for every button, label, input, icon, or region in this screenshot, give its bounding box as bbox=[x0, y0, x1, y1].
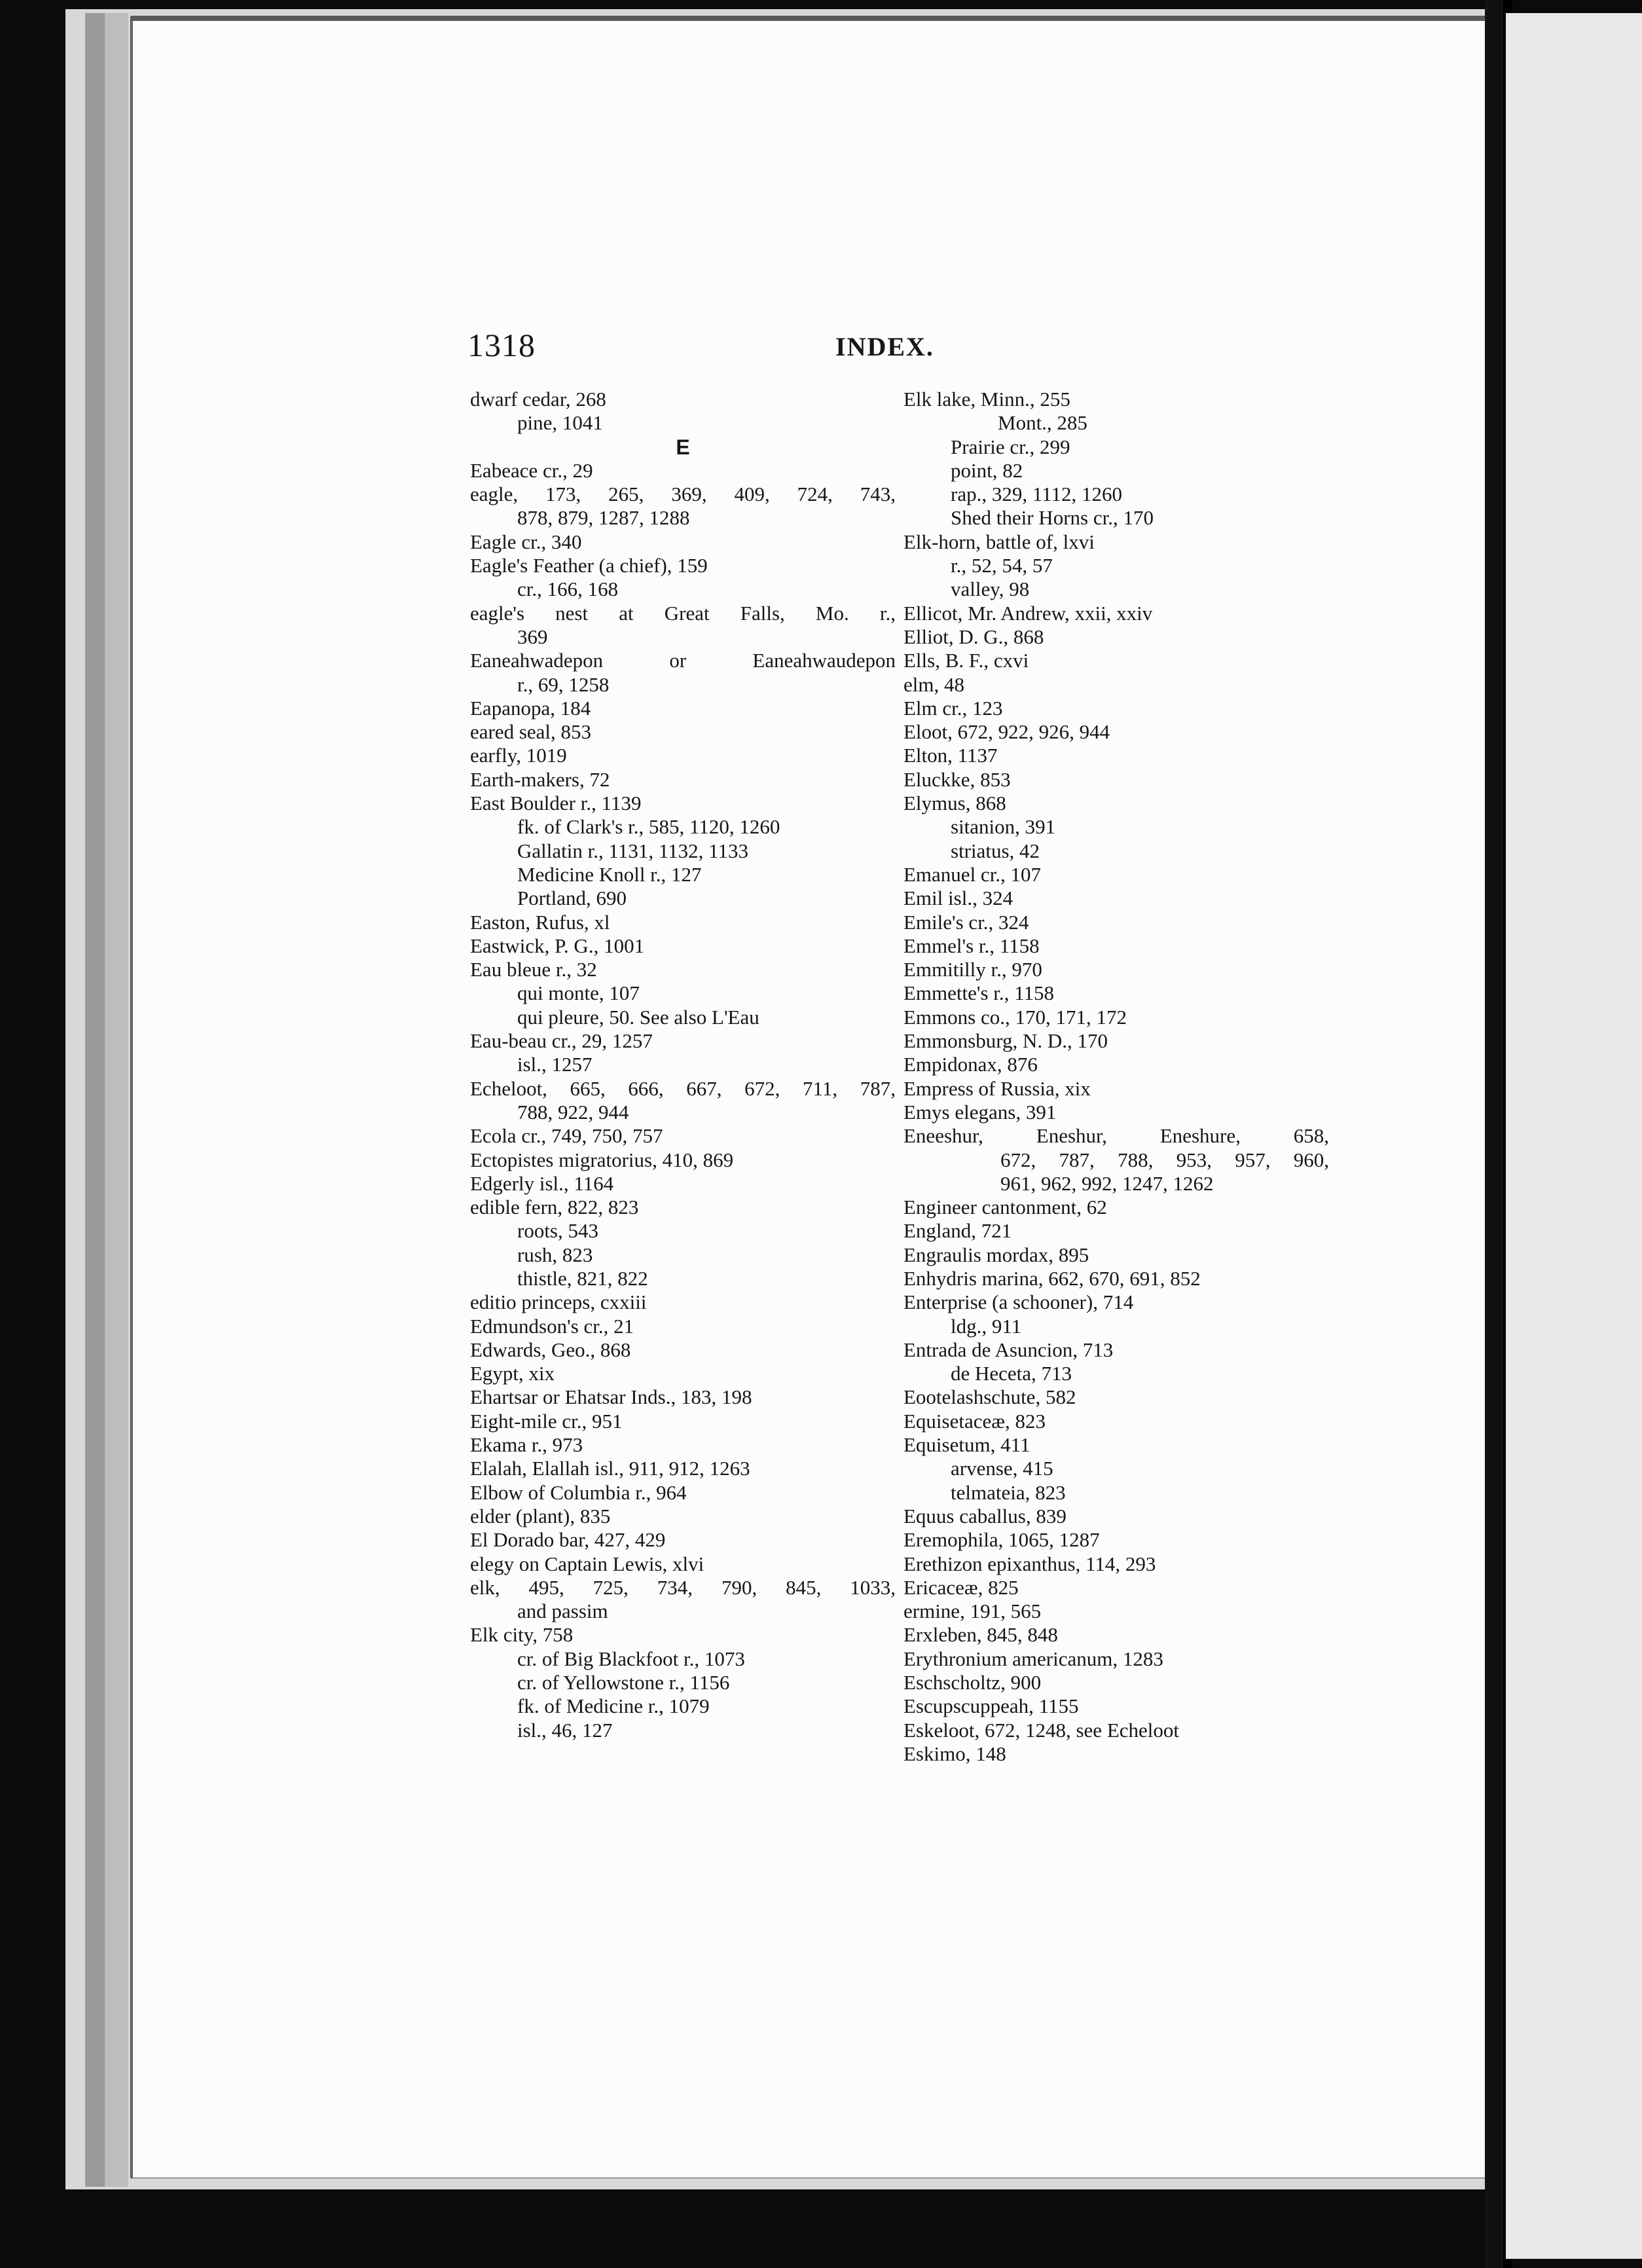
index-entry: Elk city, 758 bbox=[470, 1623, 574, 1647]
index-entry: Ells, B. F., cxvi bbox=[903, 649, 1029, 672]
index-entry: elegy on Captain Lewis, xlvi bbox=[470, 1552, 704, 1575]
index-entry: Eloot, 672, 922, 926, 944 bbox=[903, 720, 1110, 744]
index-entry: earfly, 1019 bbox=[470, 744, 567, 767]
index-entry: thistle, 821, 822 bbox=[517, 1266, 648, 1290]
index-entry: rap., 329, 1112, 1260 bbox=[951, 483, 1123, 506]
index-entry: Earth-makers, 72 bbox=[470, 767, 610, 791]
index-entry: r., 52, 54, 57 bbox=[951, 554, 1053, 577]
index-entry: Emmel's r., 1158 bbox=[903, 934, 1040, 957]
index-entry: Edgerly isl., 1164 bbox=[470, 1171, 614, 1195]
index-entry: 878, 879, 1287, 1288 bbox=[517, 506, 690, 530]
index-entry: Elbow of Columbia r., 964 bbox=[470, 1480, 687, 1504]
index-entry: Eastwick, P. G., 1001 bbox=[470, 934, 645, 957]
index-entry: Mont., 285 bbox=[998, 411, 1087, 435]
index-entry: fk. of Medicine r., 1079 bbox=[517, 1694, 710, 1718]
index-entry: Entrada de Asuncion, 713 bbox=[903, 1338, 1114, 1361]
index-column-right bbox=[903, 388, 1329, 1766]
index-entry: Eootelashschute, 582 bbox=[903, 1385, 1076, 1409]
index-entry: Empress of Russia, xix bbox=[903, 1076, 1091, 1100]
index-entry: 961, 962, 992, 1247, 1262 bbox=[1000, 1171, 1214, 1195]
index-entry: Emanuel cr., 107 bbox=[903, 862, 1042, 886]
index-entry: Elliot, D. G., 868 bbox=[903, 625, 1044, 648]
index-entry: Emmonsburg, N. D., 170 bbox=[903, 1029, 1108, 1053]
index-entry: Egypt, xix bbox=[470, 1362, 555, 1385]
index-entry: Elalah, Elallah isl., 911, 912, 1263 bbox=[470, 1457, 750, 1480]
index-entry: Equisetaceæ, 823 bbox=[903, 1409, 1046, 1433]
index-entry: rush, 823 bbox=[517, 1243, 593, 1266]
index-entry: Empidonax, 876 bbox=[903, 1053, 1038, 1076]
index-entry: and passim bbox=[517, 1600, 608, 1623]
index-entry: Elton, 1137 bbox=[903, 744, 998, 767]
index-entry: Edwards, Geo., 868 bbox=[470, 1338, 631, 1361]
index-entry: Ehartsar or Ehatsar Inds., 183, 198 bbox=[470, 1385, 752, 1409]
index-entry: Enterprise (a schooner), 714 bbox=[903, 1290, 1134, 1314]
index-entry: roots, 543 bbox=[517, 1219, 598, 1243]
index-entry: Eneeshur, Eneshur, Eneshure, 658, bbox=[903, 1124, 1329, 1148]
index-entry: Ellicot, Mr. Andrew, xxii, xxiv bbox=[903, 601, 1153, 625]
index-entry: Edmundson's cr., 21 bbox=[470, 1314, 634, 1338]
page-edge-highlight bbox=[105, 13, 128, 2187]
index-entry: elk, 495, 725, 734, 790, 845, 1033, bbox=[470, 1575, 896, 1599]
index-entry: Eremophila, 1065, 1287 bbox=[903, 1528, 1100, 1552]
index-entry: Echeloot, 665, 666, 667, 672, 711, 787, bbox=[470, 1076, 896, 1100]
index-entry: eagle's nest at Great Falls, Mo. r., bbox=[470, 601, 896, 625]
index-entry: Erethizon epixanthus, 114, 293 bbox=[903, 1552, 1156, 1575]
index-entry: eagle, 173, 265, 369, 409, 724, 743, bbox=[470, 483, 896, 506]
index-entry: Elk lake, Minn., 255 bbox=[903, 388, 1070, 411]
index-entry: Eluckke, 853 bbox=[903, 767, 1011, 791]
index-entry: Ecola cr., 749, 750, 757 bbox=[470, 1124, 663, 1148]
index-entry: Eabeace cr., 29 bbox=[470, 458, 593, 482]
index-entry: Gallatin r., 1131, 1132, 1133 bbox=[517, 839, 749, 862]
index-entry: r., 69, 1258 bbox=[517, 672, 610, 696]
index-entry: Enhydris marina, 662, 670, 691, 852 bbox=[903, 1266, 1201, 1290]
running-head: INDEX. bbox=[835, 332, 934, 361]
index-entry: Emys elegans, 391 bbox=[903, 1100, 1057, 1124]
index-entry: Portland, 690 bbox=[517, 887, 627, 910]
index-entry: striatus, 42 bbox=[951, 839, 1040, 862]
index-entry: Engraulis mordax, 895 bbox=[903, 1243, 1089, 1266]
index-entry: arvense, 415 bbox=[951, 1457, 1053, 1480]
index-entry: telmateia, 823 bbox=[951, 1480, 1066, 1504]
index-entry: Eaneahwadepon or Eaneahwaudepon bbox=[470, 649, 896, 672]
index-entry: qui monte, 107 bbox=[517, 981, 640, 1005]
index-entry: 672, 787, 788, 953, 957, 960, bbox=[1000, 1148, 1329, 1171]
index-entry: pine, 1041 bbox=[517, 411, 603, 435]
index-entry: Emile's cr., 324 bbox=[903, 910, 1029, 934]
page-number: 1318 bbox=[467, 327, 536, 363]
index-entry: Eskeloot, 672, 1248, see Echeloot bbox=[903, 1718, 1179, 1742]
index-entry: elm, 48 bbox=[903, 672, 964, 696]
index-entry: Emmette's r., 1158 bbox=[903, 981, 1055, 1005]
index-column-left bbox=[470, 388, 896, 1742]
index-entry: Elm cr., 123 bbox=[903, 696, 1003, 720]
index-entry: Eagle's Feather (a chief), 159 bbox=[470, 554, 708, 577]
index-entry: fk. of Clark's r., 585, 1120, 1260 bbox=[517, 815, 780, 839]
index-entry: Ericaceæ, 825 bbox=[903, 1575, 1019, 1599]
index-entry: Elymus, 868 bbox=[903, 792, 1006, 815]
index-entry: de Heceta, 713 bbox=[951, 1362, 1072, 1385]
index-entry: Easton, Rufus, xl bbox=[470, 910, 610, 934]
index-entry: cr., 166, 168 bbox=[517, 577, 619, 601]
index-entry: ermine, 191, 565 bbox=[903, 1600, 1042, 1623]
index-entry: eared seal, 853 bbox=[470, 720, 592, 744]
index-entry: Medicine Knoll r., 127 bbox=[517, 862, 702, 886]
index-entry: isl., 46, 127 bbox=[517, 1718, 613, 1742]
index-entry: Eskimo, 148 bbox=[903, 1742, 1006, 1765]
index-entry: England, 721 bbox=[903, 1219, 1012, 1243]
index-entry: Erxleben, 845, 848 bbox=[903, 1623, 1058, 1647]
index-entry: Equisetum, 411 bbox=[903, 1433, 1031, 1457]
index-entry: qui pleure, 50. See also L'Eau bbox=[517, 1005, 759, 1029]
index-entry: Emmons co., 170, 171, 172 bbox=[903, 1005, 1127, 1029]
index-entry: El Dorado bar, 427, 429 bbox=[470, 1528, 666, 1552]
page-top-edge bbox=[131, 16, 1493, 21]
index-entry: cr. of Yellowstone r., 1156 bbox=[517, 1671, 730, 1694]
index-entry: Elk-horn, battle of, lxvi bbox=[903, 530, 1095, 553]
index-entry: 788, 922, 944 bbox=[517, 1100, 629, 1124]
index-entry: Equus caballus, 839 bbox=[903, 1504, 1067, 1527]
index-entry: Escupscuppeah, 1155 bbox=[903, 1694, 1079, 1718]
index-entry: Emmitilly r., 970 bbox=[903, 958, 1042, 981]
index-entry: editio princeps, cxxiii bbox=[470, 1290, 647, 1314]
index-entry: Engineer cantonment, 62 bbox=[903, 1196, 1107, 1219]
section-letter-heading: E bbox=[676, 435, 690, 459]
index-entry: Ectopistes migratorius, 410, 869 bbox=[470, 1148, 734, 1171]
index-entry: Shed their Horns cr., 170 bbox=[951, 506, 1154, 530]
index-entry: isl., 1257 bbox=[517, 1053, 593, 1076]
index-entry: Eagle cr., 340 bbox=[470, 530, 582, 553]
index-entry: East Boulder r., 1139 bbox=[470, 792, 642, 815]
index-entry: Erythronium americanum, 1283 bbox=[903, 1647, 1163, 1670]
index-entry: Eight-mile cr., 951 bbox=[470, 1409, 623, 1433]
index-entry: edible fern, 822, 823 bbox=[470, 1196, 639, 1219]
index-entry: ldg., 911 bbox=[951, 1314, 1022, 1338]
index-entry: Eapanopa, 184 bbox=[470, 696, 591, 720]
index-entry: dwarf cedar, 268 bbox=[470, 388, 606, 411]
index-entry: Emil isl., 324 bbox=[903, 887, 1013, 910]
index-entry: cr. of Big Blackfoot r., 1073 bbox=[517, 1647, 745, 1670]
index-entry: Prairie cr., 299 bbox=[951, 435, 1070, 458]
index-entry: Ekama r., 973 bbox=[470, 1433, 583, 1457]
index-entry: elder (plant), 835 bbox=[470, 1504, 611, 1527]
index-entry: 369 bbox=[517, 625, 548, 648]
index-entry: Eau-beau cr., 29, 1257 bbox=[470, 1029, 653, 1053]
index-entry: valley, 98 bbox=[951, 577, 1030, 601]
index-entry: sitanion, 391 bbox=[951, 815, 1056, 839]
index-entry: point, 82 bbox=[951, 458, 1023, 482]
next-page bbox=[1506, 13, 1642, 2259]
index-entry: Eau bleue r., 32 bbox=[470, 958, 597, 981]
index-entry: Eschscholtz, 900 bbox=[903, 1671, 1042, 1694]
